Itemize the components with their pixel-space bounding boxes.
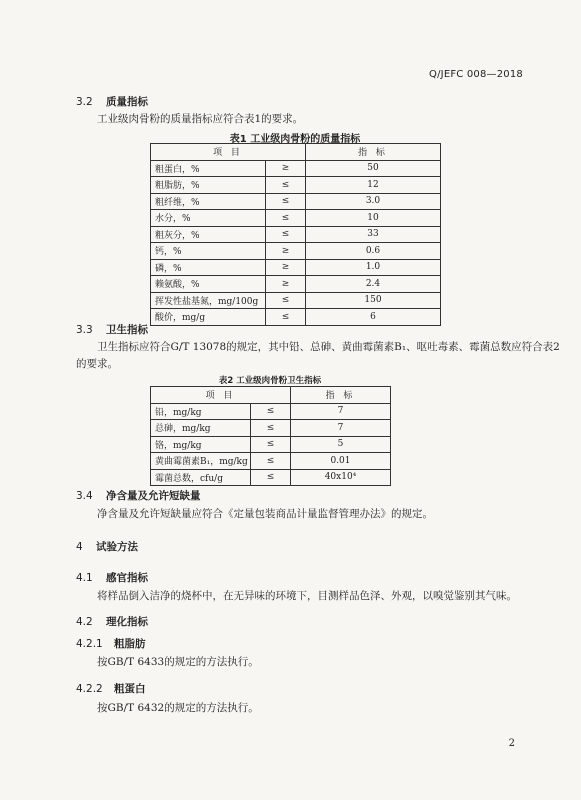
column-header-item: 项 目 [151,387,291,404]
table-row [151,453,391,470]
table-row [151,403,391,420]
item-cell: 挥发性盐基氮，mg/100g [151,292,266,309]
value-cell: 12 [306,177,441,194]
section-title: 净含量及允许短缺量 [106,490,201,502]
value-cell: 3.0 [306,193,441,210]
section-3-4-text: 净含量及允许短缺量应符合《定量包装商品计量监督管理办法》的规定。 [97,508,433,520]
section-3-2-text: 工业级肉骨粉的质量指标应符合表1的要求。 [97,113,304,125]
operator-cell: ≤ [251,469,291,486]
value-cell: 0.6 [306,243,441,260]
operator-cell: ≤ [251,453,291,470]
item-cell: 铬，mg/kg [151,436,251,453]
operator-cell: ≤ [266,292,306,309]
section-title: 卫生指标 [106,324,148,336]
table-2 [150,386,391,486]
operator-cell: ≥ [266,160,306,177]
item-cell: 霉菌总数，cfu/g [151,469,251,486]
table-row [151,309,441,326]
section-4-heading [76,539,138,554]
section-3-3-heading [76,322,148,337]
section-4-2-heading [76,614,148,629]
table-row [151,243,441,260]
item-cell: 粗纤维，% [151,193,266,210]
item-cell: 水分，% [151,210,266,227]
item-cell: 总砷，mg/kg [151,420,251,437]
table-2-caption: 表2 工业级肉骨粉卫生指标 [218,376,322,386]
item-cell: 赖氨酸，% [151,276,266,293]
table-row [151,469,391,486]
item-cell: 酸价，mg/g [151,309,266,326]
table-1-caption: 表1 工业级肉骨粉的质量指标 [229,134,361,145]
document-code: Q/JEFC 008—2018 [429,69,523,80]
section-3-3-text-line1: 卫生指标应符合G/T 13078的规定，其中铅、总砷、黄曲霉菌素B₁、呕吐毒素、霉菌总数应符合表2 [97,341,560,353]
section-title: 粗脂肪 [114,638,146,650]
value-cell: 40x10⁴ [291,469,391,486]
table-row [151,160,441,177]
operator-cell: ≤ [266,210,306,227]
value-cell: 6 [306,309,441,326]
table-row [151,226,441,243]
table-header-row [151,144,441,161]
value-cell: 5 [291,436,391,453]
value-cell: 1.0 [306,259,441,276]
value-cell: 33 [306,226,441,243]
section-title: 感官指标 [106,572,148,584]
section-number: 3.3 [76,324,93,336]
section-number: 4 [76,541,83,553]
table-row [151,193,441,210]
value-cell: 10 [306,210,441,227]
operator-cell: ≤ [266,309,306,326]
section-3-2-heading [76,94,148,109]
item-cell: 粗灰分，% [151,226,266,243]
section-4-2-1-text: 按GB/T 6433的规定的方法执行。 [97,656,259,668]
value-cell: 50 [306,160,441,177]
section-title: 理化指标 [106,616,148,628]
section-3-4-heading [76,488,201,503]
column-header-value: 指 标 [291,387,391,404]
operator-cell: ≤ [251,436,291,453]
section-title: 质量指标 [106,96,148,108]
table-row [151,436,391,453]
section-4-2-1-heading [76,636,146,651]
table-row [151,177,441,194]
value-cell: 0.01 [291,453,391,470]
item-cell: 铅，mg/kg [151,403,251,420]
section-number: 4.2.2 [76,683,103,695]
operator-cell: ≥ [266,276,306,293]
section-number: 3.2 [76,96,93,108]
section-number: 3.4 [76,490,93,502]
column-header-item: 项 目 [151,144,306,161]
page-number: 2 [508,738,515,749]
table-row [151,420,391,437]
section-3-3-text-line2: 的要求。 [76,358,118,370]
operator-cell: ≤ [266,193,306,210]
operator-cell: ≥ [266,243,306,260]
section-4-2-2-heading [76,681,146,696]
item-cell: 粗脂肪，% [151,177,266,194]
value-cell: 150 [306,292,441,309]
table-row [151,259,441,276]
column-header-value: 指 标 [306,144,441,161]
value-cell: 7 [291,420,391,437]
section-number: 4.2 [76,616,93,628]
operator-cell: ≤ [251,420,291,437]
table-row [151,292,441,309]
item-cell: 钙，% [151,243,266,260]
table-row [151,276,441,293]
operator-cell: ≤ [266,177,306,194]
item-cell: 粗蛋白，% [151,160,266,177]
section-4-1-text: 将样品倒入洁净的烧杯中，在无异味的环境下，目测样品色泽、外观，以嗅觉鉴别其气味。 [97,590,517,602]
table-row [151,210,441,227]
section-number: 4.1 [76,572,93,584]
item-cell: 磷，% [151,259,266,276]
section-4-1-heading [76,570,148,585]
table-header-row [151,387,391,404]
operator-cell: ≤ [266,226,306,243]
section-number: 4.2.1 [76,638,103,650]
operator-cell: ≥ [266,259,306,276]
value-cell: 2.4 [306,276,441,293]
operator-cell: ≤ [251,403,291,420]
table-1 [150,143,441,326]
value-cell: 7 [291,403,391,420]
section-4-2-2-text: 按GB/T 6432的规定的方法执行。 [97,702,259,714]
section-title: 粗蛋白 [114,683,146,695]
section-title: 试验方法 [96,541,138,553]
item-cell: 黄曲霉菌素B₁，mg/kg [151,453,251,470]
